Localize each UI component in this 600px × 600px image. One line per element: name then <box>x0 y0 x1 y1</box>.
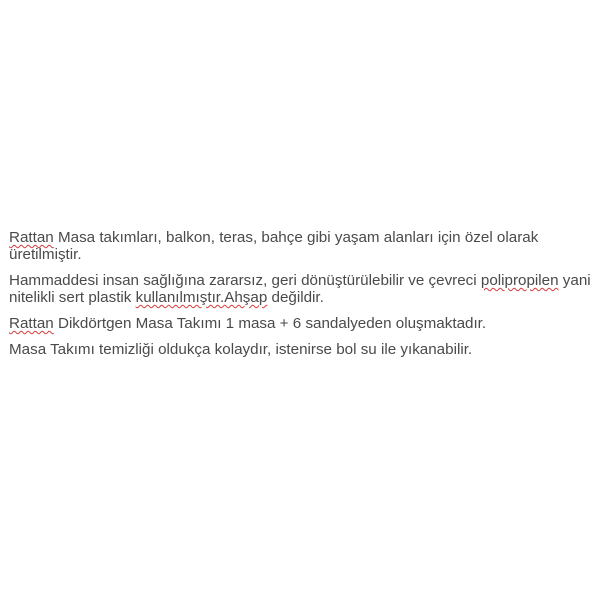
paragraph-text: Masa Takımı temizliği oldukça kolaydır, istenirse bol su ile yıkanabilir. <box>9 341 473 358</box>
misspelled-word: Rattan <box>9 315 54 332</box>
paragraph-1 <box>9 229 597 263</box>
paragraph-text: Masa takımları, balkon, teras, bahçe gibi yaşam alanları için özel olarak üretilmiştir. <box>9 229 539 263</box>
paragraph-4 <box>9 341 597 358</box>
document-body <box>9 229 597 367</box>
misspelled-word: polipropilen <box>480 272 559 289</box>
paragraph-2 <box>9 272 597 306</box>
misspelled-word: kullanılmıştır.Ahşap <box>135 289 268 306</box>
paragraph-text: değildir. <box>267 289 324 306</box>
paragraph-text: Hammaddesi insan sağlığına zararsız, geri dönüştürülebilir ve çevreci <box>9 272 481 289</box>
paragraph-text: Dikdörtgen Masa Takımı 1 masa + 6 sandalyeden oluşmaktadır. <box>53 315 487 332</box>
paragraph-3 <box>9 315 597 332</box>
misspelled-word: Rattan <box>9 229 54 246</box>
paragraph-text: yani nitelikli sert plastik <box>9 272 591 306</box>
